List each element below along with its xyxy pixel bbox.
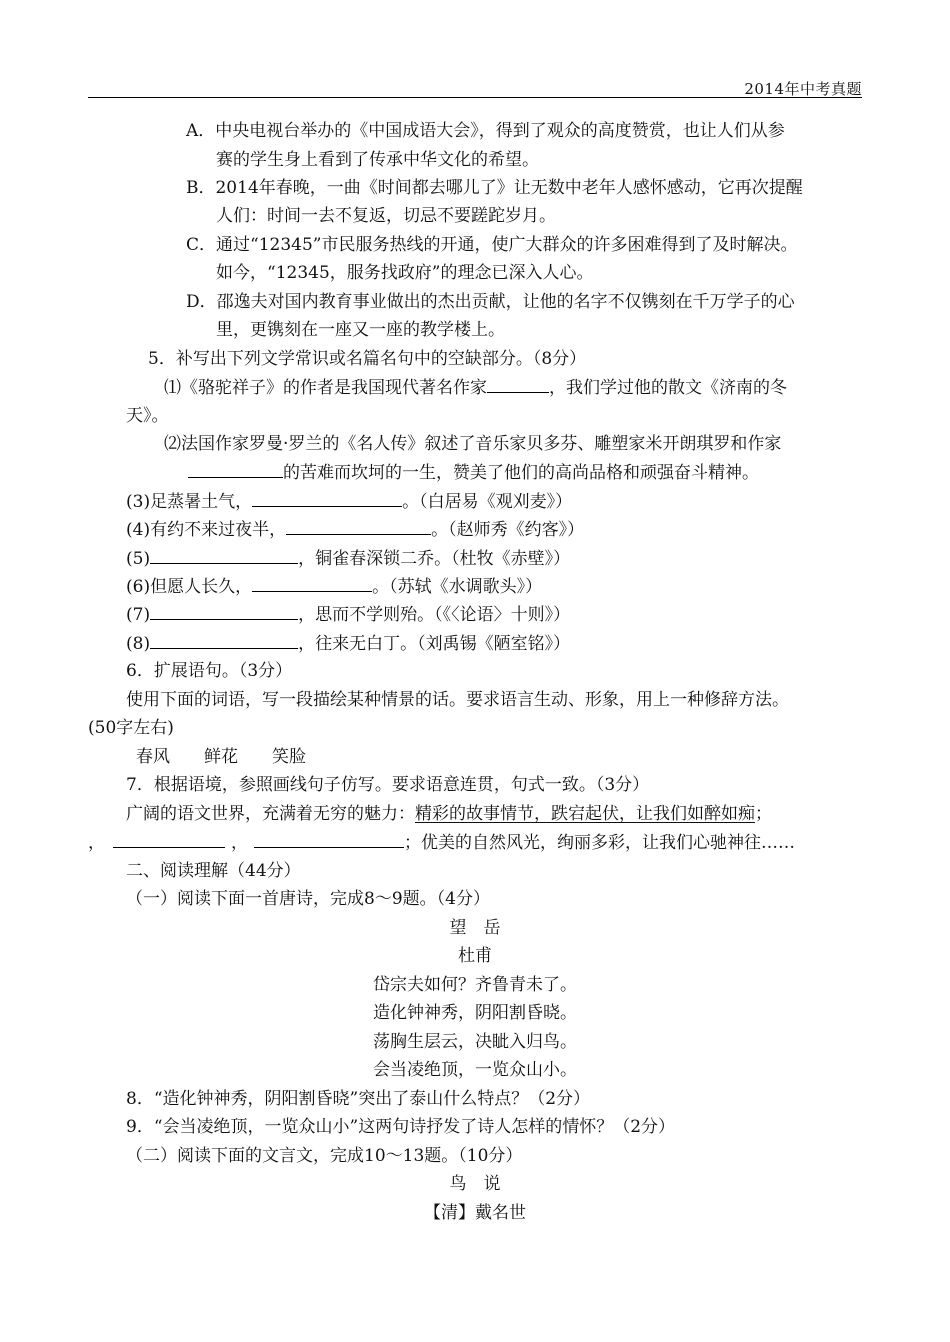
poem-line-2: 造化钟神秀，阴阳割昏晓。: [373, 1003, 577, 1023]
option-b-line2: 人们：时间一去不复返，切忌不要蹉跎岁月。: [216, 206, 556, 226]
question-8: 8．“造化钟神秀，阴阳割昏晓”突出了泰山什么特点？（2分）: [126, 1089, 591, 1109]
question-5-item-2-cont: [188, 461, 759, 484]
question-6-title: 6．扩展语句。（3分）: [126, 661, 293, 681]
question-7-body: [126, 803, 772, 825]
q7-comma-1: ，: [88, 833, 105, 853]
q7-body-end: ；: [755, 804, 772, 824]
q5-item8-post: ，往来无白丁。（刘禹锡《陋室铭》）: [298, 634, 571, 654]
q5-item8-pre: (8): [126, 634, 151, 654]
q5-item2-post: 的苦难而坎坷的一生，赞美了他们的高尚品格和顽强奋斗精神。: [283, 463, 759, 483]
reading-part-2-instruction: （二）阅读下面的文言文，完成10～13题。（10分）: [126, 1146, 523, 1166]
option-a-line2: 赛的学生身上看到了传承中华文化的希望。: [216, 150, 539, 170]
answer-blank[interactable]: [150, 547, 298, 564]
header-rule: [88, 97, 862, 98]
answer-blank[interactable]: [113, 831, 225, 848]
q5-item1-pre: ⑴《骆驼祥子》的作者是我国现代著名作家: [164, 378, 487, 398]
q5-item7-pre: (7): [126, 605, 151, 625]
page-header-title: 2014年中考真题: [744, 80, 862, 98]
reading-part-1-instruction: （一）阅读下面一首唐诗，完成8～9题。（4分）: [126, 889, 490, 909]
q5-item6-post: 。（苏轼《水调歌头》）: [372, 577, 543, 597]
poem-title: 望 岳: [449, 918, 501, 938]
q5-item4-pre: (4)有约不来过夜半，: [126, 520, 287, 540]
essay-title: 鸟 说: [449, 1174, 501, 1194]
option-b-line1: B．2014年春晚，一曲《时间都去哪儿了》让无数中老年人感怀感动，它再次提醒: [186, 178, 803, 198]
option-c-line2: 如今，“12345，服务找政府”的理念已深入人心。: [216, 263, 594, 283]
question-5-item-2: ⑵法国作家罗曼·罗兰的《名人传》叙述了音乐家贝多芬、雕塑家米开朗琪罗和作家: [164, 434, 782, 454]
question-5-item-5: [126, 547, 570, 570]
question-6-body-cont: (50字左右): [88, 718, 174, 738]
poem-line-4: 会当凌绝顶，一览众山小。: [373, 1060, 577, 1080]
q5-item5-pre: (5): [126, 549, 151, 569]
poem-line-1: 岱宗夫如何？齐鲁青未了。: [373, 975, 577, 995]
answer-blank[interactable]: [254, 831, 404, 848]
section-2-title: 二、阅读理解（44分）: [126, 861, 301, 881]
q5-item5-post: ，铜雀春深锁二乔。（杜牧《赤壁》）: [298, 549, 571, 569]
q5-item1-post: ，我们学过他的散文《济南的冬: [549, 378, 787, 398]
question-6-words: 春风 鲜花 笑脸: [136, 747, 306, 767]
question-5-item-1: [164, 376, 787, 399]
question-5-item-3: [126, 490, 572, 513]
answer-blank[interactable]: [188, 461, 283, 478]
question-5-title: 5．补写出下列文学常识或名篇名句中的空缺部分。（8分）: [148, 349, 587, 369]
option-d-line2: 里，更镌刻在一座又一座的教学楼上。: [216, 320, 505, 340]
q5-item7-post: ，思而不学则殆。（《〈论语〉十则》）: [298, 605, 571, 625]
q5-item3-post: 。（白居易《观刈麦》）: [402, 492, 573, 512]
essay-author: 【清】戴名世: [424, 1203, 526, 1223]
answer-blank[interactable]: [252, 575, 372, 592]
q7-comma-2: ，: [231, 833, 248, 853]
answer-blank[interactable]: [286, 518, 431, 535]
q7-body-pre: 广阔的语文世界，充满着无穷的魅力：: [126, 804, 415, 824]
poem-line-3: 荡胸生层云，决眦入归鸟。: [373, 1032, 577, 1052]
question-5-item-4: [126, 518, 584, 541]
answer-blank[interactable]: [150, 603, 298, 620]
option-c-line1: C．通过“12345”市民服务热线的开通，使广大群众的许多困难得到了及时解决。: [186, 235, 798, 255]
answer-blank[interactable]: [252, 490, 402, 507]
answer-blank[interactable]: [150, 632, 298, 649]
question-5-item-6: [126, 575, 542, 598]
question-5-item-8: [126, 632, 570, 655]
question-5-item-1-cont: 天》。: [126, 406, 169, 426]
question-6-body: 使用下面的词语，写一段描绘某种情景的话。要求语言生动、形象，用上一种修辞方法。: [126, 690, 789, 710]
q7-underlined-sentence: 精彩的故事情节，跌宕起伏，让我们如醉如痴: [415, 804, 755, 824]
option-d-line1: D．邵逸夫对国内教育事业做出的杰出贡献，让他的名字不仅镌刻在千万学子的心: [186, 292, 795, 312]
poem-author: 杜甫: [458, 946, 492, 966]
question-7-answer-line: [88, 831, 795, 854]
question-5-item-7: [126, 603, 570, 626]
question-7-title: 7．根据语境，参照画线句子仿写。要求语意连贯，句式一致。（3分）: [126, 775, 650, 795]
q5-item4-post: 。（赵师秀《约客》）: [431, 520, 585, 540]
q5-item6-pre: (6)但愿人长久，: [126, 577, 253, 597]
q5-item3-pre: (3)足蒸暑土气，: [126, 492, 253, 512]
option-a-line1: A．中央电视台举办的《中国成语大会》，得到了观众的高度赞赏，也让人们从参: [186, 121, 785, 141]
answer-blank[interactable]: [487, 376, 549, 393]
q7-line2-post: ；优美的自然风光，绚丽多彩，让我们心驰神往……: [404, 833, 795, 853]
question-9: 9．“会当凌绝顶，一览众山小”这两句诗抒发了诗人怎样的情怀？（2分）: [126, 1117, 676, 1137]
